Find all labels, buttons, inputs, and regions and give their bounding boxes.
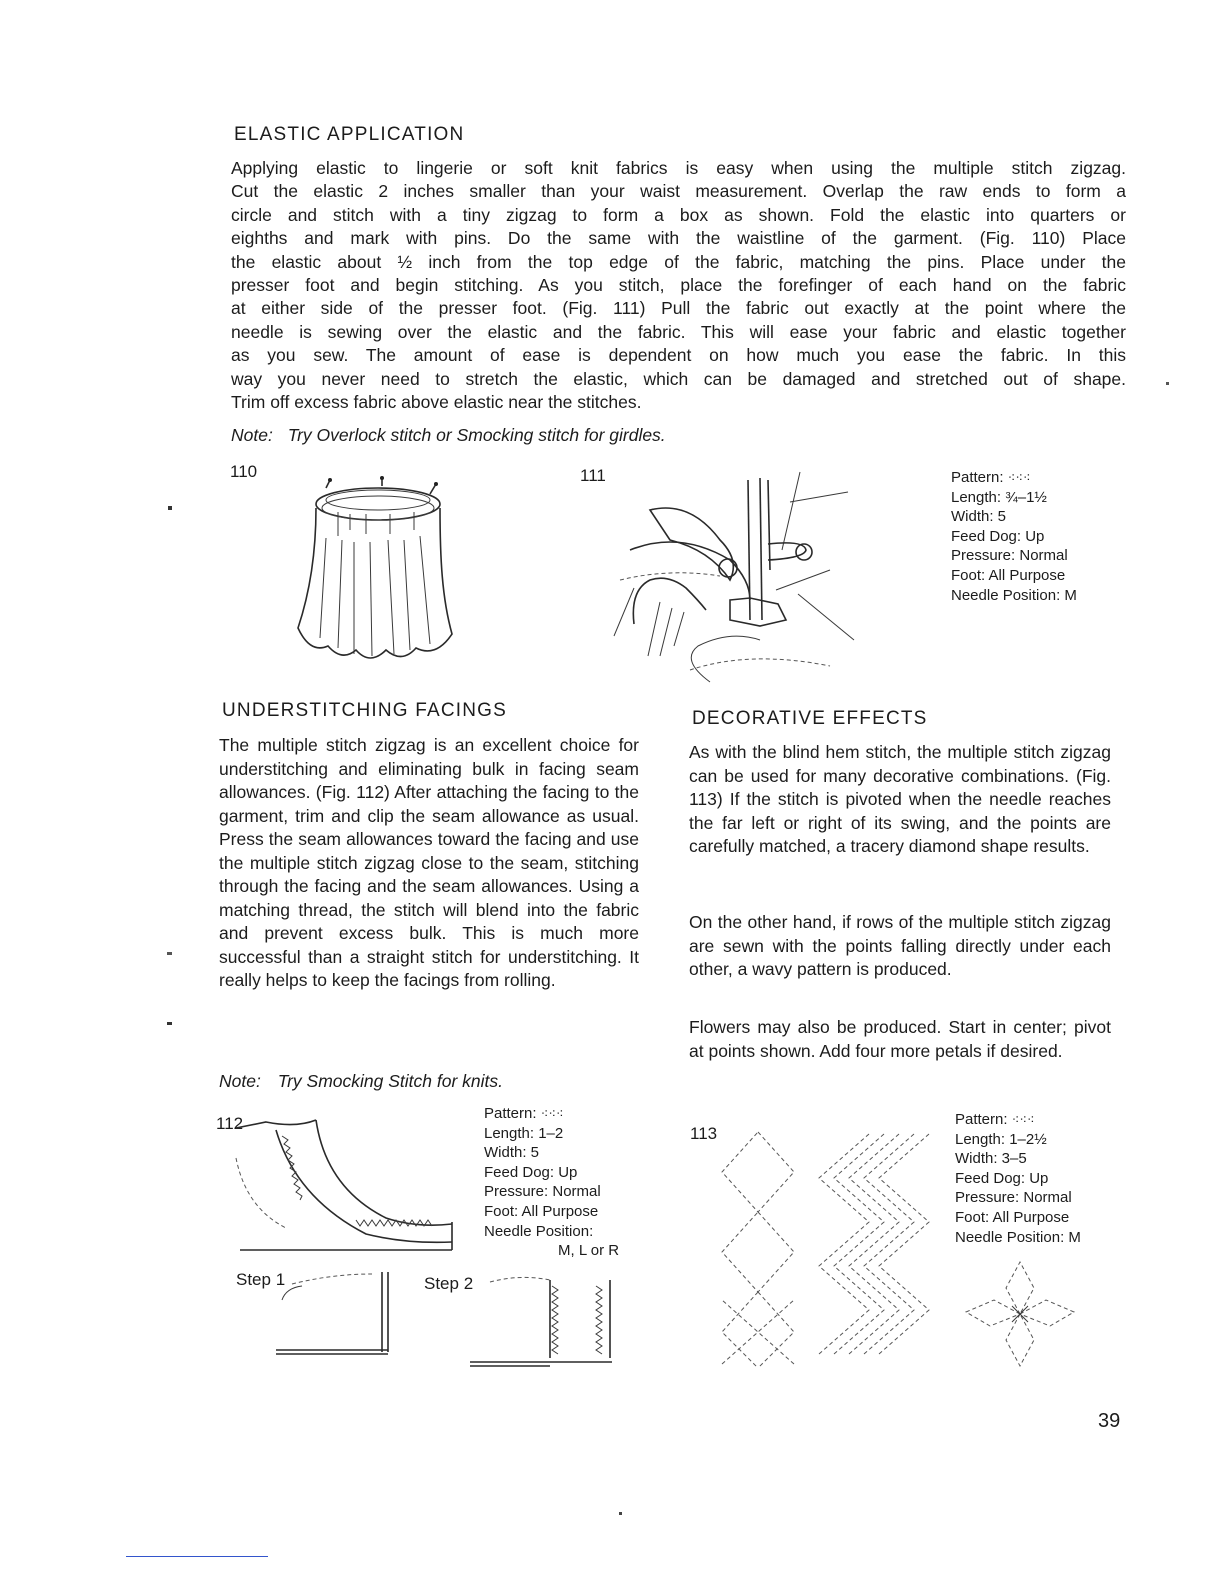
step-2-illustration [470, 1272, 620, 1372]
note-text: Try Overlock stitch or Smocking stitch for girdles. [287, 425, 666, 445]
margin-mark [167, 952, 172, 955]
feed-dog-setting: Feed Dog: Up [484, 1163, 578, 1181]
elastic-note [231, 425, 666, 446]
elastic-line: needle is sewing over the elastic and the fabric. This will ease your fabric and elastic together [231, 321, 1126, 342]
needle-setting: Needle Position: M [955, 1228, 1081, 1246]
elastic-line: way you never need to stretch the elastic, which can be damaged and stretched out of shape. [231, 368, 1126, 389]
section-heading-decorative: DECORATIVE EFFECTS [692, 708, 928, 729]
settings-panel-understitching [484, 1104, 619, 1261]
figure-label-112: 112 [216, 1114, 244, 1133]
step-1-illustration [272, 1270, 402, 1360]
figure-113-flower-pattern [960, 1260, 1080, 1370]
foot-setting: Foot: All Purpose [955, 1208, 1070, 1226]
width-setting: Width: 5 [951, 508, 1007, 526]
figure-label-111: 111 [580, 466, 606, 485]
figure-113-diamond-pattern [718, 1128, 798, 1368]
needle-setting: Needle Position: [484, 1222, 594, 1240]
decorative-paragraph-3: Flowers may also be produced. Start in center; pivot at points shown. Add four more petals if desired. [689, 1017, 1111, 1061]
figure-label-113: 113 [690, 1124, 718, 1143]
page-number: 39 [1098, 1410, 1121, 1432]
elastic-line: Applying elastic to lingerie or soft knit fabrics is easy when using the multiple stitch zigzag. [231, 158, 1126, 178]
elastic-line: as you sew. The amount of ease is dependent on how much you ease the fabric. In this [231, 345, 1126, 366]
margin-mark [619, 1512, 622, 1515]
note-text: Try Smocking Stitch for knits. [277, 1071, 503, 1091]
scan-edge-line [126, 1556, 268, 1557]
zigzag-pattern-icon: ⁖⁖⁖ [540, 1106, 564, 1121]
elastic-line: eighths and mark with pins. Do the same with the waistline of the garment. (Fig. 110) Place [231, 228, 1126, 249]
margin-mark [167, 1022, 172, 1025]
elastic-line: presser foot and begin stitching. As you stitch, place the forefinger of each hand on the fabric [231, 275, 1126, 296]
width-setting: Width: 5 [484, 1144, 540, 1162]
decorative-paragraph-2: On the other hand, if rows of the multiple stitch zigzag are sewn with the points falling directly under each other, a wavy pattern is produced. [689, 912, 1111, 979]
elastic-body [231, 157, 1126, 414]
figure-112-facing-illustration [236, 1118, 456, 1258]
figure-113-wavy-pattern [824, 1130, 934, 1370]
figure-111-sewing-illustration [590, 470, 860, 690]
zigzag-pattern-icon: ⁖⁖⁖ [1007, 470, 1031, 485]
margin-mark [1166, 382, 1169, 385]
settings-panel-decorative [955, 1110, 1081, 1247]
elastic-line: Cut the elastic 2 inches smaller than your waist measurement. Overlap the raw ends to form a [231, 181, 1126, 202]
note-label: Note: [219, 1071, 261, 1091]
length-setting: Length: ¾–1½ [951, 488, 1047, 506]
pattern-label: Pattern: [484, 1105, 537, 1122]
length-setting: Length: 1–2½ [955, 1130, 1047, 1148]
understitching-body: The multiple stitch zigzag is an excellent choice for understitching and eliminating bulk in facing seam allowances. (Fig. 112) After attaching the facing to the garment, trim and clip the seam allowance as usual. Press the seam allowances toward the facing and use the multiple stitch zigzag close to the seam, stitching through the facing and the seam allowances. Using a matching thread, the stitch will blend into the fabric and prevent excess bulk. This is much more successful than a straight stitch for understitching. It really helps to keep the facings from rolling. [219, 735, 639, 990]
decorative-paragraph-1: As with the blind hem stitch, the multiple stitch zigzag can be used for many decorative combinations. (Fig. 113) If the stitch is pivoted when the needle reaches the far left or right of its swing, and the points are carefully matched, a tracery diamond shape results. [689, 742, 1111, 856]
feed-dog-setting: Feed Dog: Up [951, 527, 1045, 545]
foot-setting: Foot: All Purpose [951, 566, 1066, 584]
section-heading-understitching: UNDERSTITCHING FACINGS [222, 700, 508, 721]
elastic-line: the elastic about ½ inch from the top edge of the fabric, matching the pins. Place under the [231, 251, 1126, 272]
foot-setting: Foot: All Purpose [484, 1202, 599, 1220]
pressure-setting: Pressure: Normal [951, 547, 1068, 565]
note-label: Note: [231, 425, 273, 445]
needle-setting-value: M, L or R [558, 1242, 620, 1260]
figure-110-skirt-illustration [290, 478, 470, 678]
elastic-line: circle and stitch with a tiny zigzag to form a box as shown. Fold the elastic into quarters or [231, 204, 1126, 225]
pattern-label: Pattern: [951, 469, 1004, 486]
feed-dog-setting: Feed Dog: Up [955, 1169, 1049, 1187]
width-setting: Width: 3–5 [955, 1150, 1027, 1168]
pressure-setting: Pressure: Normal [955, 1189, 1072, 1207]
length-setting: Length: 1–2 [484, 1124, 564, 1142]
pattern-label: Pattern: [955, 1111, 1008, 1128]
section-heading-elastic: ELASTIC APPLICATION [234, 124, 465, 145]
step-1-label: Step 1 [236, 1270, 286, 1289]
elastic-line: Trim off excess fabric above elastic near the stitches. [231, 392, 642, 413]
needle-setting: Needle Position: M [951, 586, 1077, 604]
elastic-line: at either side of the presser foot. (Fig. 111) Pull the fabric out exactly at the point where the [231, 298, 1126, 319]
understitching-note [219, 1071, 503, 1092]
figure-label-110: 110 [230, 462, 258, 481]
zigzag-pattern-icon: ⁖⁖⁖ [1011, 1112, 1035, 1127]
pressure-setting: Pressure: Normal [484, 1183, 601, 1201]
settings-panel-elastic [951, 468, 1077, 605]
margin-mark [168, 506, 172, 510]
step-2-label: Step 2 [424, 1274, 474, 1293]
